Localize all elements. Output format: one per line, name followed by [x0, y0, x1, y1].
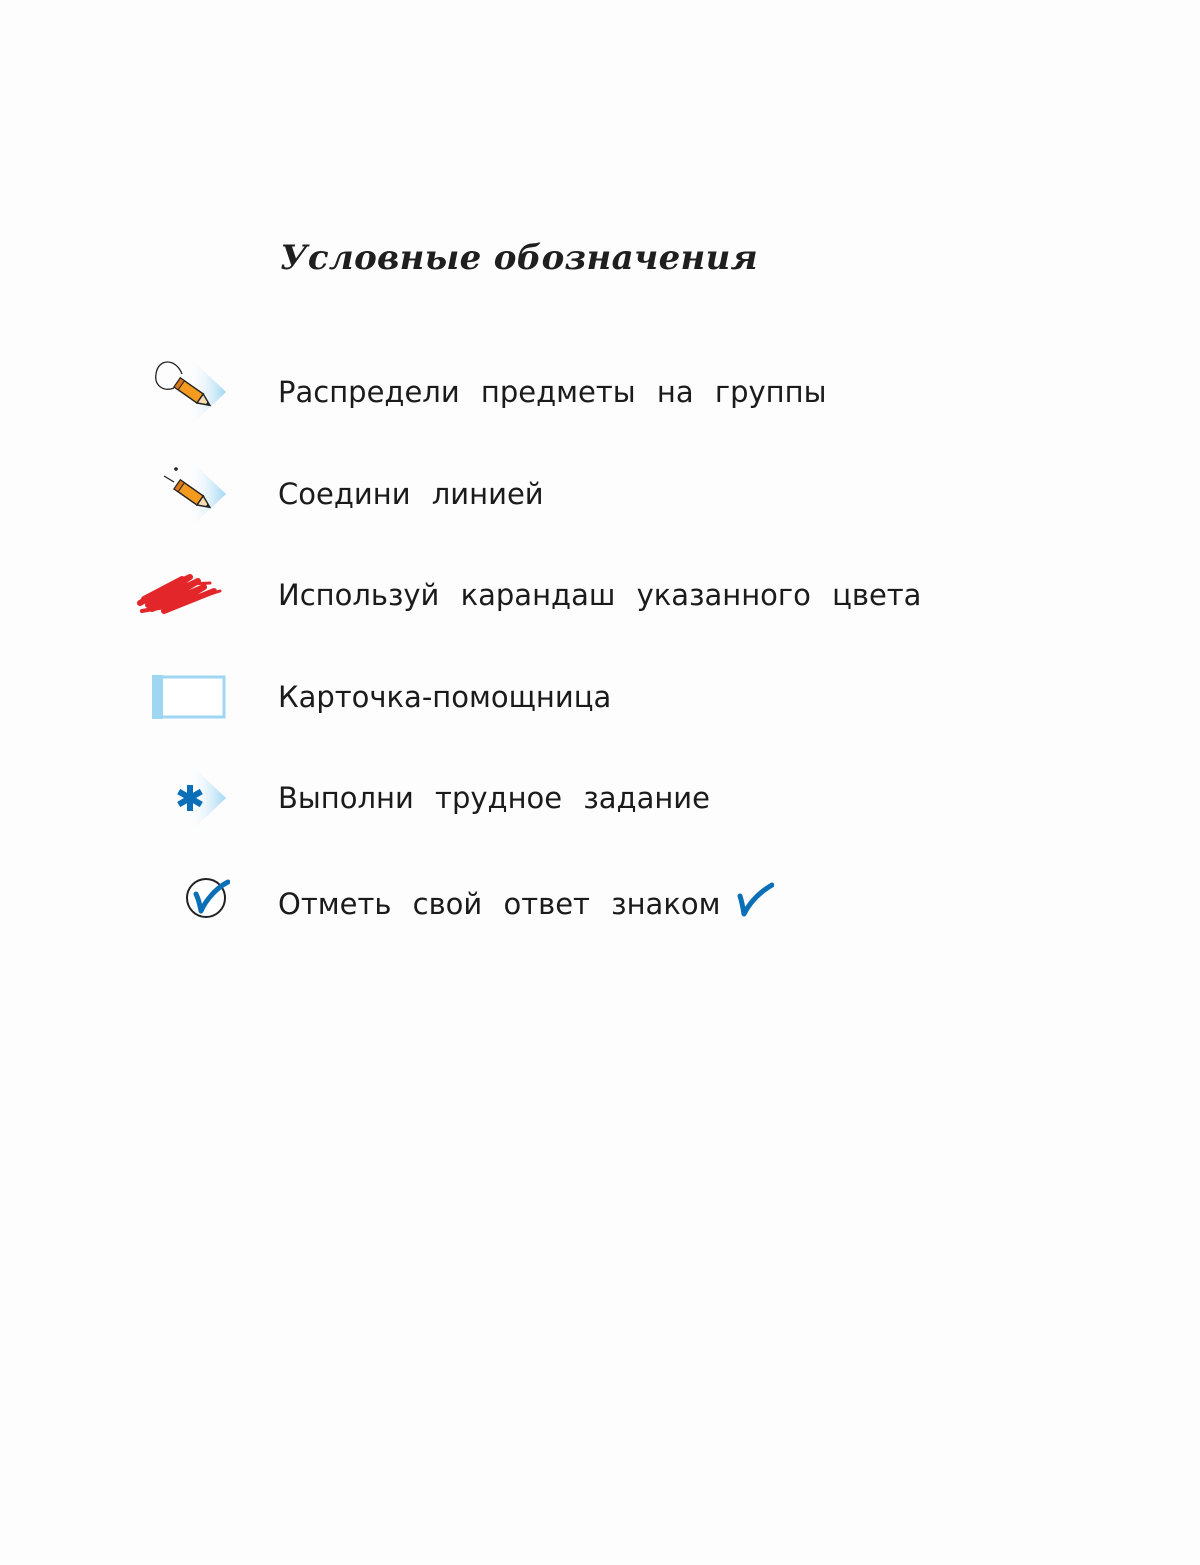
- legend-text: Выполни трудное задание: [278, 781, 710, 815]
- asterisk-icon: [130, 758, 230, 838]
- circled-check-icon: [130, 860, 230, 940]
- legend-text: Используй карандаш указанного цвета: [278, 578, 922, 612]
- legend-item-mark-answer: [130, 860, 1030, 940]
- legend-text: Распредели предметы на группы: [278, 375, 827, 409]
- legend-item-sort-groups: [130, 352, 1030, 432]
- helper-card-icon: [130, 657, 230, 737]
- red-scribble-icon: [130, 555, 230, 635]
- legend-item-hard-task: [130, 758, 1030, 838]
- legend-label: Отметь свой ответ знаком: [278, 887, 721, 921]
- check-mark-icon: [734, 882, 774, 918]
- legend-text: [278, 882, 774, 922]
- legend-item-helper-card: [130, 657, 1030, 737]
- legend-item-colored-pencil: [130, 555, 1030, 635]
- legend-text: Карточка-помощница: [278, 680, 612, 714]
- page-title: Условные обозначения: [280, 238, 758, 278]
- legend-text: Соедини линией: [278, 477, 544, 511]
- pencil-lasso-icon: [130, 352, 230, 432]
- legend-item-connect-line: [130, 454, 1030, 534]
- pencil-line-icon: [130, 454, 230, 534]
